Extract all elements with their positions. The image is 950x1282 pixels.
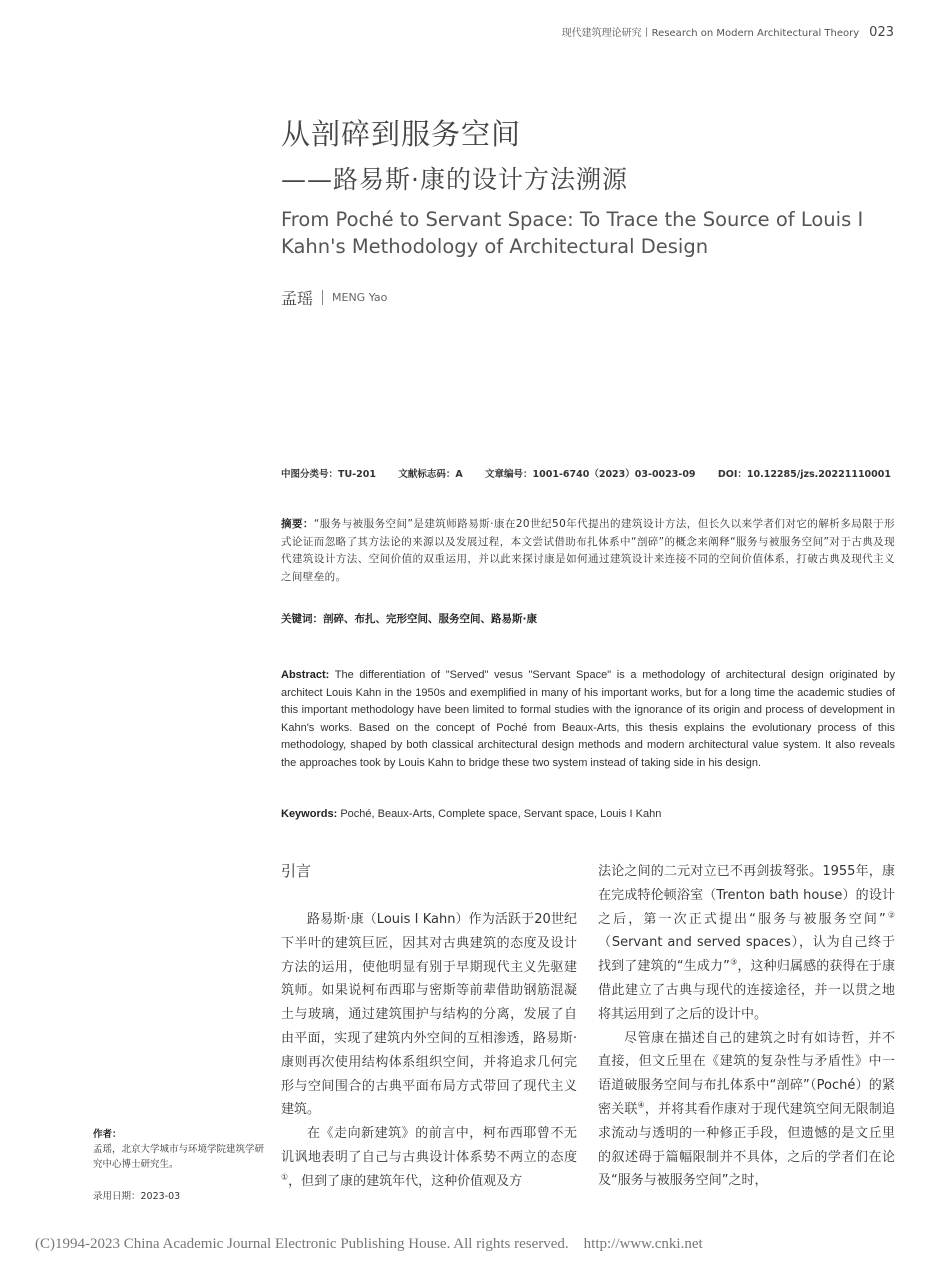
body-column-right — [598, 860, 895, 1193]
keywords-english — [281, 806, 895, 824]
copyright-text: (C)1994-2023 China Academic Journal Electronic Publishing House. All rights reserved. — [35, 1236, 569, 1252]
title-chinese: 从剖碎到服务空间 — [281, 117, 522, 151]
keywords-label-chinese: 关键词： — [281, 613, 323, 625]
author-name-chinese: 孟瑶 — [281, 289, 314, 308]
keywords-chinese — [281, 611, 895, 629]
body-paragraph: 尽管康在描述自己的建筑之时有如诗哲，并不直接，但文丘里在《建筑的复杂性与矛盾性》中一语道破服务空间与布扎体系中“剖碎”（Poché）的紧密关联④，并将其看作康对于现代建筑空间无限制追求流动与透明的一种修正手段，但遗憾的是文丘里的叙述碍于篇幅限制并不具体，之后的学者们在论及“服务与被服务空间”之时， — [598, 1030, 895, 1189]
article-metadata — [281, 466, 891, 480]
author-note-text: 孟瑶，北京大学城市与环境学院建筑学研究中心博士研究生。 — [93, 1144, 265, 1170]
footnote-marker[interactable]: ② — [885, 910, 895, 920]
article-number: 文章编号：1001-6740（2023）03-0023-09 — [485, 469, 696, 480]
abstract-english — [281, 667, 895, 772]
footnote-marker[interactable]: ① — [281, 1172, 289, 1182]
author-divider — [322, 290, 323, 305]
body-paragraph: 法论之间的二元对立已不再剑拔弩张。1955年，康在完成特伦顿浴室（Trenton bath house）的设计之后，第一次正式提出“服务与被服务空间”②（Servant and served spaces），认为自己终于找到了建筑的“生成力”③，这种归属感的获得在于康借此建立了古典与现代的连接途径，并一以贯之地将其运用到了之后的设计中。 — [598, 864, 895, 1022]
document-code: 文献标志码：A — [398, 469, 463, 480]
author-name-english: MENG Yao — [332, 291, 388, 304]
abstract-text-chinese: “服务与被服务空间”是建筑师路易斯·康在20世纪50年代提出的建筑设计方法，但长久以来学者们对它的解析多局限于形式论证而忽略了其方法论的来源以及发展过程，本文尝试借助布扎体系中“剖碎”的概念来阐释“服务与被服务空间”对于古典及现代建筑设计方法、空间价值的双重运用，并以此来探讨康是如何通过建筑设计来连接不同的空间价值体系，打破古典及现代主义之间壁垒的。 — [281, 518, 895, 583]
copyright-footer — [35, 1236, 703, 1253]
subtitle-chinese: ——路易斯·康的设计方法溯源 — [281, 165, 628, 194]
author-note-label: 作者： — [93, 1129, 122, 1140]
running-title: 现代建筑理论研究丨Research on Modern Architectural Theory — [561, 28, 860, 39]
title-english: From Poché to Servant Space: To Trace the Source of Louis I Kahn's Methodology of Architectural Design — [281, 208, 864, 258]
doi[interactable]: DOI：10.12285/jzs.20221110001 — [717, 469, 891, 480]
abstract-label-chinese: 摘要： — [281, 518, 314, 530]
classification-number: 中图分类号：TU-201 — [281, 469, 376, 480]
page-number: 023 — [869, 25, 894, 40]
keywords-text-english: Poché, Beaux-Arts, Complete space, Servant space, Louis I Kahn — [340, 808, 662, 820]
keywords-text-chinese: 剖碎、布扎、完形空间、服务空间、路易斯·康 — [323, 613, 537, 625]
body-paragraph: 路易斯·康（Louis I Kahn）作为活跃于20世纪下半叶的建筑巨匠，因其对古典建筑的态度及设计方法的运用，使他明显有别于早期现代主义先驱建筑师。如果说柯布西耶与密斯等前辈借助钢筋混凝土与玻璃，通过建筑围护与结构的分离，发展了自由平面，实现了建筑内外空间的互相渗透，路易斯·康则再次使用结构体系组织空间，并将追求几何完形与空间围合的古典平面布局方式带回了现代主义建筑。 — [281, 912, 577, 1118]
abstract-text-english: The differentiation of "Served" vesus "Servant Space" is a methodology of architectural design originated by architect Louis Kahn in the 1950s and exemplified in many of his important works, but for a long time the academic studies of this important methodology have been limited to formal studies with the ignorance of its origin and process of development in Kahn's works. Based on the concept of Poché from Beaux-Arts, this thesis explains the evolutionary process of this methodology, shaped by both classical architectural design methods and modern architectural value system. It also reveals the approaches took by Louis Kahn to bridge these two system instead of taking side in his design. — [281, 669, 895, 769]
running-header — [562, 24, 894, 40]
author-note — [93, 1127, 273, 1172]
abstract-chinese — [281, 516, 895, 586]
footnote-marker[interactable]: ④ — [637, 1100, 645, 1110]
acceptance-date: 录用日期：2023-03 — [93, 1191, 181, 1202]
body-column-left — [281, 908, 577, 1194]
keywords-label-english: Keywords: — [281, 808, 338, 820]
cnki-link[interactable]: http://www.cnki.net — [583, 1236, 703, 1252]
abstract-label-english: Abstract: — [281, 669, 330, 681]
body-paragraph: 在《走向新建筑》的前言中，柯布西耶曾不无讥讽地表明了自己与古典设计体系势不两立的态度①，但到了康的建筑年代，这种价值观及方 — [281, 1126, 577, 1189]
footnote-marker[interactable]: ③ — [729, 957, 738, 967]
section-heading: 引言 — [281, 862, 312, 880]
author-line — [281, 286, 387, 309]
